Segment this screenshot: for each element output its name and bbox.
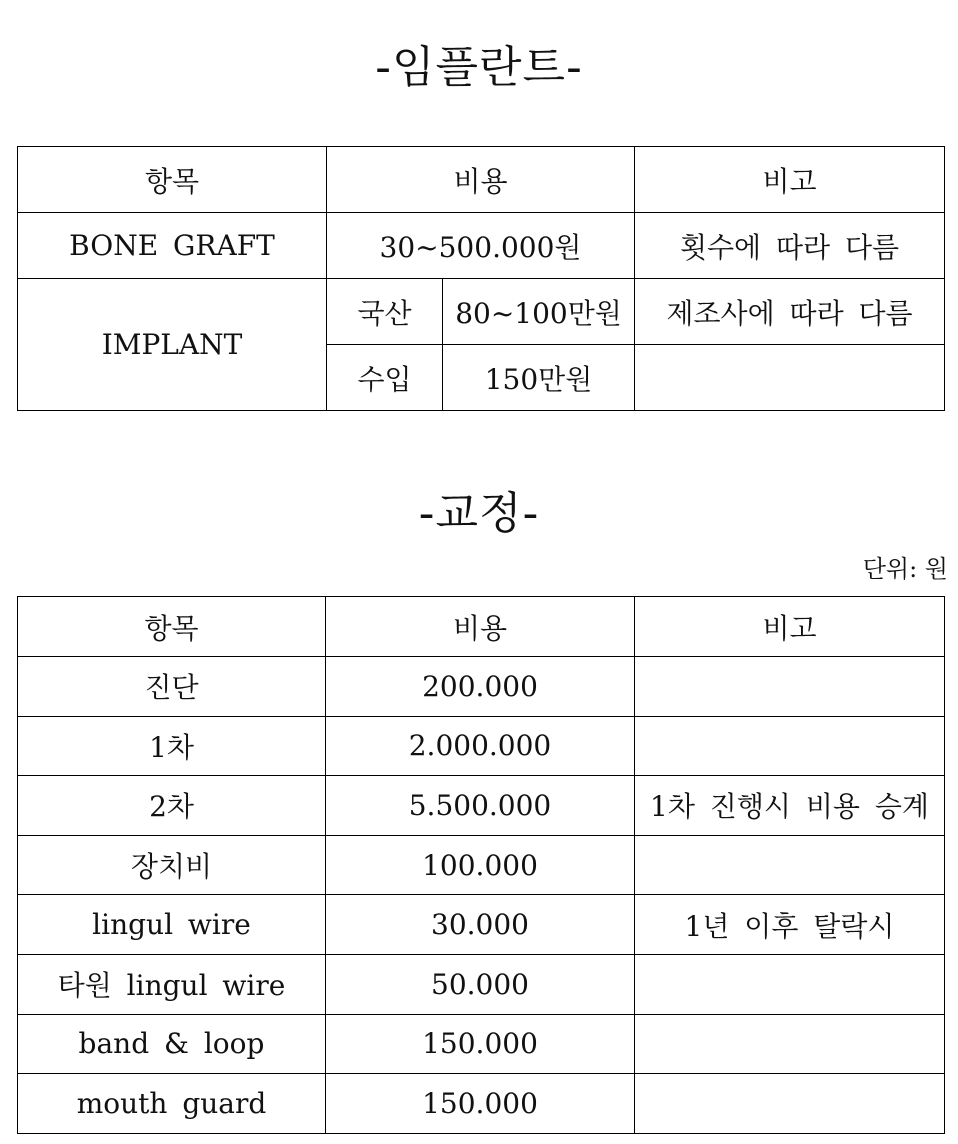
row-note	[635, 954, 945, 1014]
domestic-cost: 80~100만원	[443, 279, 635, 345]
table-row	[18, 954, 945, 1014]
row-item: 장치비	[18, 835, 326, 895]
row-cost: 2.000.000	[326, 716, 635, 776]
row-item: 타원 lingul wire	[18, 954, 326, 1014]
row-cost: 150.000	[326, 1014, 635, 1074]
table-row	[18, 279, 945, 345]
table-row	[18, 657, 945, 717]
row-note	[635, 716, 945, 776]
table-header-row	[18, 597, 945, 657]
domestic-label: 국산	[327, 279, 443, 345]
table-row	[18, 776, 945, 836]
row-cost: 200.000	[326, 657, 635, 717]
table-row	[18, 1014, 945, 1074]
row-note	[635, 835, 945, 895]
ortho-section-title: -교정-	[418, 488, 540, 539]
row-note	[635, 1014, 945, 1074]
row-item: band & loop	[18, 1014, 326, 1074]
import-label: 수입	[327, 345, 443, 411]
table-row	[18, 835, 945, 895]
row-note	[635, 1074, 945, 1134]
bone-graft-note: 횟수에 따라 다름	[635, 213, 945, 279]
row-note	[635, 657, 945, 717]
row-item: 1차	[18, 716, 326, 776]
table-row	[18, 716, 945, 776]
import-cost: 150만원	[443, 345, 635, 411]
header-cost: 비용	[327, 147, 635, 213]
table-row	[18, 213, 945, 279]
row-item: 진단	[18, 657, 326, 717]
table-row	[18, 895, 945, 955]
header-item: 항목	[18, 597, 326, 657]
import-note	[635, 345, 945, 411]
ortho-price-table	[17, 596, 945, 1134]
row-cost: 5.500.000	[326, 776, 635, 836]
table-header-row	[18, 147, 945, 213]
implant-section-title: -임플란트-	[375, 42, 583, 93]
row-note: 1차 진행시 비용 승계	[635, 776, 945, 836]
row-cost: 50.000	[326, 954, 635, 1014]
unit-note: 단위: 원	[862, 555, 948, 583]
domestic-note: 제조사에 따라 다름	[635, 279, 945, 345]
implant-item: IMPLANT	[18, 279, 327, 411]
header-cost: 비용	[326, 597, 635, 657]
row-item: 2차	[18, 776, 326, 836]
implant-price-table	[17, 146, 945, 411]
bone-graft-cost: 30~500.000원	[327, 213, 635, 279]
bone-graft-item: BONE GRAFT	[18, 213, 327, 279]
row-cost: 150.000	[326, 1074, 635, 1134]
header-item: 항목	[18, 147, 327, 213]
row-cost: 30.000	[326, 895, 635, 955]
row-item: mouth guard	[18, 1074, 326, 1134]
table-row	[18, 1074, 945, 1134]
row-cost: 100.000	[326, 835, 635, 895]
header-note: 비고	[635, 147, 945, 213]
row-note: 1년 이후 탈락시	[635, 895, 945, 955]
header-note: 비고	[635, 597, 945, 657]
row-item: lingul wire	[18, 895, 326, 955]
